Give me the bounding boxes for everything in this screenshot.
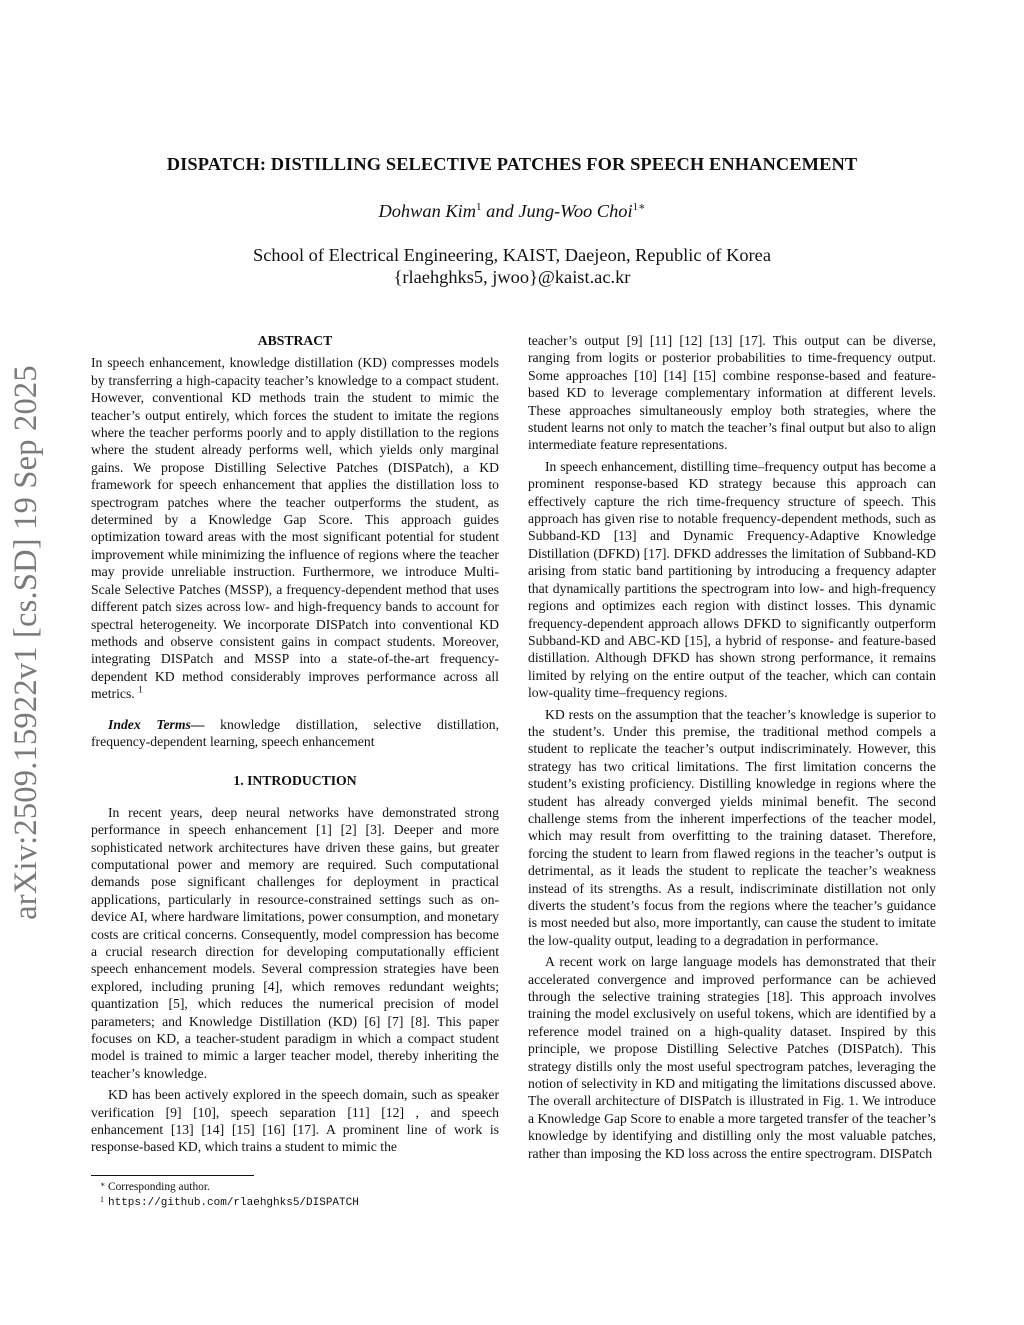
footnote-ref-1: 1 bbox=[138, 685, 143, 696]
author-1-name: Dohwan Kim bbox=[378, 201, 477, 222]
index-terms-label: Index Terms— bbox=[108, 716, 205, 732]
footnotes bbox=[91, 1180, 511, 1211]
footnote-divider bbox=[91, 1175, 254, 1176]
introduction-heading: 1. INTRODUCTION bbox=[233, 773, 357, 789]
code-repository-link[interactable]: https://github.com/rlaehghks5/DISPATCH bbox=[108, 1197, 359, 1209]
intro-paragraph-1: In recent years, deep neural networks have demonstrated strong performance in speech enhancement [1] [2] [3]. Deeper and more sophisticated network architectures have driven these gains, but greater computational power and memory are required. Such computational demands pose significant challenges for deployment in practical applications, particularly in resource-constrained settings such as on-device AI, where hardware limitations, power consumption, and monetary costs are critical concerns. Consequently, model compression has become a crucial research direction for developing computationally efficient speech enhancement models. Several compression strategies have been explored, including pruning [4], which removes redundant weights; quantization [5], which reduces the numerical precision of model parameters; and Knowledge Distillation (KD) [6] [7] [8]. This paper focuses on KD, a teacher-student paradigm in which a compact student model is trained to mimic a larger teacher model, thereby inheriting the teacher’s knowledge. bbox=[91, 804, 499, 1081]
author-2-name: Jung-Woo Choi bbox=[518, 201, 633, 222]
affiliation-line: School of Electrical Engineering, KAIST, Daejeon, Republic of Korea bbox=[253, 245, 771, 265]
index-terms bbox=[91, 716, 503, 751]
intro-paragraph-4: In speech enhancement, distilling time–frequency output has become a prominent response-based KD strategy because this approach can effectively capture the rich time-frequency structure of speech. This approach has given rise to notable frequency-dependent methods, such as Subband-KD [13] and Dynamic Frequency-Adaptive Knowledge Distillation (DFKD) [17]. DFKD addresses the limitation of Subband-KD arising from static band partitioning by introducing a frequency adapter that dynamically partitions the spectrogram into low- and high-frequency regions and optimizes each region with distinct losses. This dynamic frequency-dependent approach allows DFKD to significantly outperform Subband-KD and ABC-KD [15], a hybrid of response- and feature-based distillation. Although DFKD has shown strong performance, it remains limited by relying on the entire output of the teacher, which can contain low-quality time–frequency regions. bbox=[528, 458, 936, 701]
left-column bbox=[91, 332, 503, 1156]
author-line bbox=[0, 200, 1024, 222]
intro-paragraph-6: A recent work on large language models has demonstrated that their accelerated convergence and improved performance can be achieved through the selective training strategies [18]. This approach involves training the model exclusively on useful tokens, which are identified by a reference model trained on a high-quality dataset. Inspired by this principle, we propose Distilling Selective Patches (DISPatch). This strategy distills only the most useful spectrogram patches, leveraging the notion of selectivity in KD and mitigating the limitations discussed above. The overall architecture of DISPatch is illustrated in Fig. 1. We introduce a Knowledge Gap Score to enable a more targeted transfer of the teacher’s knowledge by identifying and distilling only the most valuable patches, rather than imposing the KD loss across the entire spectrogram. DISPatch bbox=[528, 954, 936, 1161]
author-conjunction: and bbox=[481, 201, 519, 222]
footnote-code-url bbox=[91, 1195, 511, 1211]
affiliation-block bbox=[0, 244, 1024, 288]
footnote-url-mark: 1 bbox=[100, 1195, 104, 1204]
index-terms-text: knowledge distillation, selective distillation, frequency-dependent learning, speech enhancement bbox=[91, 716, 503, 749]
intro-paragraph-5: KD rests on the assumption that the teacher’s knowledge is superior to the student’s. Under this premise, the traditional method compels a student to replicate the teacher’s output indiscriminately. However, this strategy has two critical limitations. The first limitation concerns the student’s existing proficiency. Distilling knowledge in regions where the student has already converged yields minimal benefit. The second challenge stems from the inherent imperfections of the teacher model, which may result from overfitting to the training dataset. Therefore, forcing the student to learn from flawed regions in the teacher’s output is detrimental, as it leads the student to replicate the teacher’s weakness instead of its strengths. As a result, indiscriminate distillation not only diverts the student’s focus from the regions where the teacher’s guidance is most needed but also, more importantly, can cause the student to imitate the low-quality output, leading to a degradation in performance. bbox=[528, 706, 936, 948]
arxiv-identifier-text: arXiv:2509.15922v1 [cs.SD] 19 Sep 2025 bbox=[7, 364, 44, 920]
abstract-text: In speech enhancement, knowledge distillation (KD) compresses models by transferring a high-capacity teacher’s knowledge to a compact student. However, conventional KD methods train the student to mimic the teacher’s output entirely, which forces the student to imitate the regions where the teacher performs poorly and to apply distillation to the regions where the student already performs well, which yields only marginal gains. We propose Distilling Selective Patches (DISPatch), a KD framework for speech enhancement that applies the distillation loss to spectrogram patches where the teacher outperforms the student, as determined by a Knowledge Gap Score. This approach guides optimization toward areas with the most significant potential for student improvement while minimizing the influence of regions where the teacher may provide unreliable instruction. Furthermore, we introduce Multi-Scale Selective Patches (MSSP), a frequency-dependent method that uses different patch sizes across low- and high-frequency bands to account for spectral heterogeneity. We incorporate DISPatch into conventional KD methods and observe consistent gains in compact students. Moreover, integrating DISPatch and MSSP into a state-of-the-art frequency-dependent KD method considerably improves performance across all metrics. bbox=[91, 355, 499, 702]
abstract-heading: ABSTRACT bbox=[257, 333, 333, 348]
arxiv-identifier-stamp bbox=[7, 364, 44, 920]
paper-title: DISPATCH: DISTILLING SELECTIVE PATCHES FOR SPEECH ENHANCEMENT bbox=[166, 154, 858, 174]
footnote-corresponding-text: Corresponding author. bbox=[108, 1181, 210, 1193]
footnote-corresponding bbox=[91, 1180, 511, 1195]
footnote-corresponding-mark: ∗ bbox=[100, 1180, 106, 1189]
intro-paragraph-3: teacher’s output [9] [11] [12] [13] [17]. This output can be diverse, ranging from logits or posterior probabilities to time-frequency output. Some approaches [10] [14] [15] combine response-based and feature-based KD to leverage complementary information at different levels. These approaches simultaneously employ both strategies, where the student learns not only to match the teacher’s final output but also to align intermediate feature representations. bbox=[528, 333, 936, 453]
intro-paragraph-2: KD has been actively explored in the speech domain, such as speaker verification [9] [10], speech separation [11] [12] , and speech enhancement [13] [14] [15] [16] [17]. A prominent line of work is response-based KD, which trains a student to mimic the bbox=[91, 1087, 499, 1155]
abstract-body bbox=[91, 354, 499, 702]
author-1-affil-mark: 1 bbox=[476, 201, 482, 213]
author-2-affil-mark: 1∗ bbox=[632, 201, 646, 213]
right-column bbox=[528, 332, 936, 1162]
email-line: {rlaehghks5, jwoo}@kaist.ac.kr bbox=[393, 267, 631, 287]
